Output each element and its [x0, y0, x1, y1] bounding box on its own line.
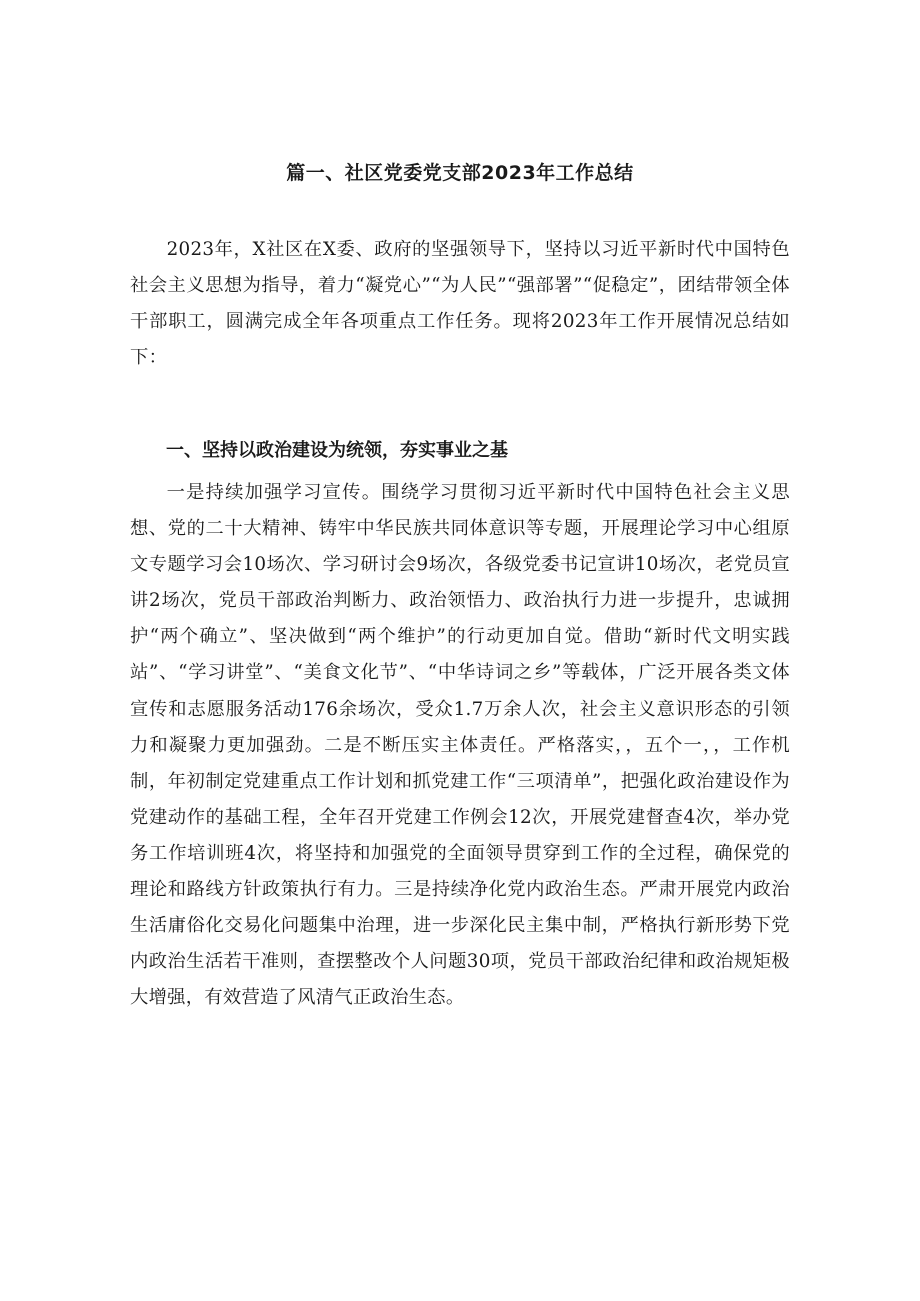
section-1-paragraph: 一是持续加强学习宣传。围绕学习贯彻习近平新时代中国特色社会主义思想、党的二十大精神、铸牢中华民族共同体意识等专题，开展理论学习中心组原文专题学习会10场次、学习研讨会9场次，各级党委书记宣讲10场次，老党员宣讲2场次，党员干部政治判断力、政治领悟力、政治执行力进一步提升，忠诚拥护“两个确立”、坚决做到“两个维护”的行动更加自觉。借助“新时代文明实践站”、“学习讲堂”、“美食文化节”、“中华诗词之乡”等载体，广泛开展各类文体宣传和志愿服务活动176余场次，受众1.7万余人次，社会主义意识形态的引领力和凝聚力更加强劲。二是不断压实主体责任。严格落实，，五个一，，工作机制，年初制定党建重点工作计划和抓党建工作“三项清单”，把强化政治建设作为党建动作的基础工程，全年召开党建工作例会12次，开展党建督查4次，举办党务工作培训班4次，将坚持和加强党的全面领导贯穿到工作的全过程，确保党的理论和路线方针政策执行有力。三是持续净化党内政治生态。严肃开展党内政治生活庸俗化交易化问题集中治理，进一步深化民主集中制，严格执行新形势下党内政治生活若干准则，查摆整改个人问题30项，党员干部政治纪律和政治规矩极大增强，有效营造了风清气正政治生态。: [130, 482, 790, 1009]
section-heading-1: 一、坚持以政治建设为统领，夯实事业之基: [166, 440, 508, 461]
document-title: 篇一、社区党委党支部2023年工作总结: [286, 162, 634, 184]
intro-paragraph: 2023年，X社区在X委、政府的坚强领导下，坚持以习近平新时代中国特色社会主义思想为指导，着力“凝党心”“为人民”“强部署”“促稳定”，团结带领全体干部职工，圆满完成全年各项重点工作任务。现将2023年工作开展情况总结如下：: [130, 239, 790, 369]
